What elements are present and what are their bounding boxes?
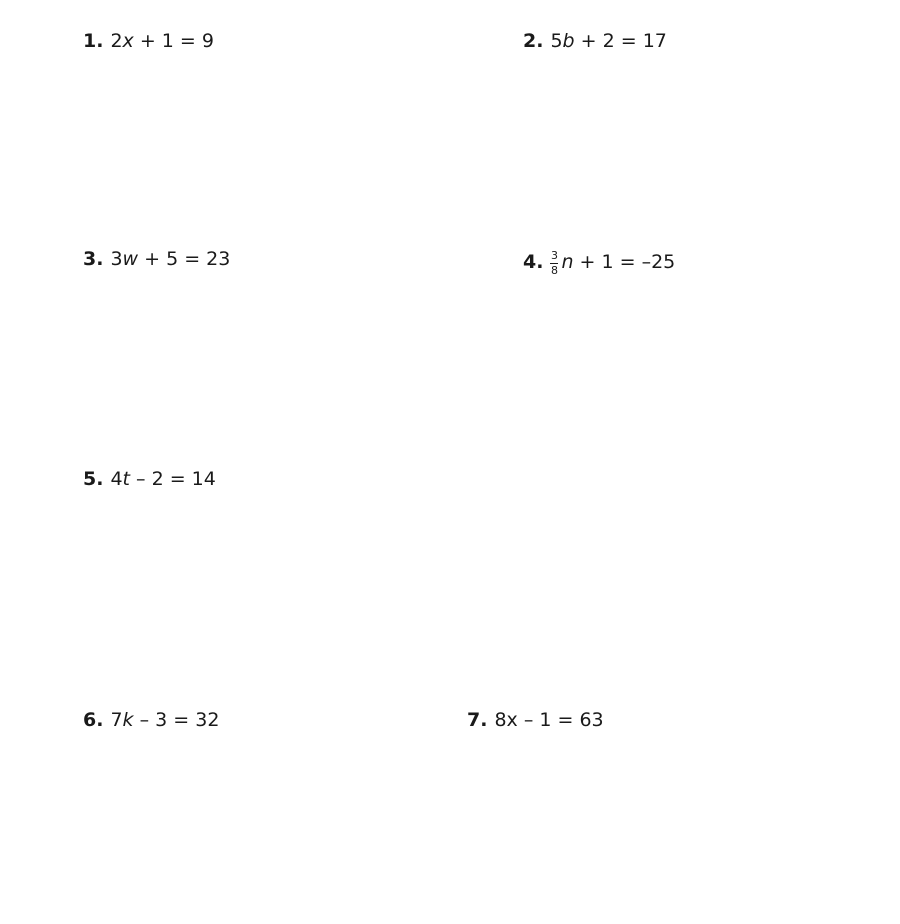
equation-rest: + 1 = –25 <box>573 250 676 273</box>
fraction-numerator: 3 <box>550 249 558 262</box>
problem-number: 3. <box>83 248 104 270</box>
variable: b <box>562 30 575 52</box>
problem-1 <box>83 30 214 52</box>
coefficient: 5 <box>550 30 563 52</box>
equation-rest: – 2 = 14 <box>130 468 216 490</box>
problem-number: 4. <box>523 250 544 273</box>
coefficient: 2 <box>110 30 123 52</box>
problem-7 <box>467 709 604 731</box>
variable: x <box>122 30 134 52</box>
fraction <box>550 250 558 277</box>
equation-rest: + 2 = 17 <box>574 30 667 52</box>
problem-6 <box>83 709 219 731</box>
coefficient: 7 <box>110 709 123 731</box>
variable: x <box>506 709 518 731</box>
problem-5 <box>83 468 216 490</box>
problem-number: 7. <box>467 709 488 731</box>
coefficient: 4 <box>110 468 123 490</box>
equation-rest: + 5 = 23 <box>138 248 231 270</box>
problem-number: 5. <box>83 468 104 490</box>
problem-number: 2. <box>523 30 544 52</box>
equation-rest: + 1 = 9 <box>133 30 214 52</box>
variable: n <box>561 250 574 273</box>
equation-rest: – 1 = 63 <box>517 709 604 731</box>
problem-4 <box>523 248 675 275</box>
equation-rest: – 3 = 32 <box>133 709 220 731</box>
problem-3 <box>83 248 230 270</box>
problem-2 <box>523 30 667 52</box>
variable: k <box>122 709 134 731</box>
problem-number: 1. <box>83 30 104 52</box>
variable: t <box>122 468 130 490</box>
coefficient: 3 <box>110 248 123 270</box>
coefficient: 8 <box>494 709 507 731</box>
variable: w <box>122 248 139 270</box>
problem-number: 6. <box>83 709 104 731</box>
fraction-denominator: 8 <box>550 264 558 277</box>
